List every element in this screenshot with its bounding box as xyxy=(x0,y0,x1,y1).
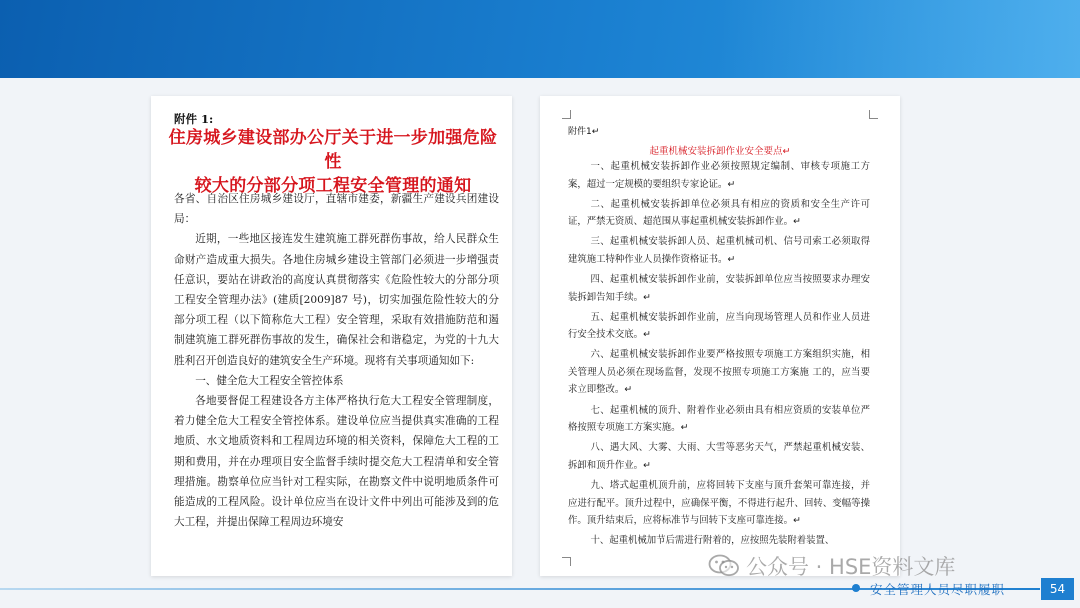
top-banner xyxy=(0,0,1080,78)
safety-point-item: 九、塔式起重机顶升前，应将回转下支座与顶升套架可靠连接，并应进行配平。顶升过程中，应确保平衡，不得进行起升、回转、变幅等操作。顶升结束后，应将标准节与回转下支座可靠连接。↵ xyxy=(568,480,870,526)
page-corner-mark xyxy=(869,110,878,119)
left-attachment-label: 附件 1: xyxy=(174,112,214,126)
left-title-line-1: 住房城乡建设部办公厅关于进一步加强危险性 xyxy=(168,128,498,172)
safety-point-item: 二、起重机械安装拆卸单位必须具有相应的资质和安全生产许可证，严禁无资质、超范围从事起重机械安装拆卸作业。↵ xyxy=(568,198,870,228)
safety-point-item: 四、起重机械安装拆卸作业前，安装拆卸单位应当按照要求办理安装拆卸告知手续。↵ xyxy=(568,274,870,303)
safety-point-item: 十、起重机械加节后需进行附着的，应按照先装附着装置、 xyxy=(590,535,835,547)
wechat-icon xyxy=(708,553,740,579)
watermark-text: 公众号 · HSE资料文库 xyxy=(746,555,956,579)
safety-point-item: 三、起重机械安装拆卸人员、起重机械司机、信号司索工必须取得建筑施工特种作业人员操作资格证书。↵ xyxy=(568,236,870,265)
left-document-body xyxy=(174,189,499,532)
left-document-page xyxy=(151,96,512,576)
page-corner-mark xyxy=(562,557,571,566)
safety-point-item: 一、起重机械安装拆卸作业必须按照规定编制、审核专项施工方案，超过一定规模的要组织专家论证。↵ xyxy=(568,161,870,190)
safety-point-item: 六、起重机械安装拆卸作业要严格按照专项施工方案组织实施，相关管理人员必须在现场监督，发现不按照专项施工方案施 工的，应当要求立即整改。↵ xyxy=(568,349,870,396)
banner-glow xyxy=(720,0,1080,78)
footer-caption: 安全管理人员尽职履职 xyxy=(870,582,1006,597)
left-salutation: 各省、自治区住房城乡建设厅，直辖市建委，新疆生产建设兵团建设局： xyxy=(174,193,499,226)
right-document-page xyxy=(540,96,900,576)
right-attachment-label: 附件1↵ xyxy=(568,127,600,137)
left-paragraph-2: 各地要督促工程建设各方主体严格执行危大工程安全管理制度，着力健全危大工程安全管控体系。建设单位应当提供真实准确的工程地质、水文地质资料和工程周边环境的相关资料，保障危大工程的工期和费用，并在办理项目安全监督手续时提交危大工程清单和安全管理措施。勘察单位应当针对工程实际，在勘察文件中说明地质条件可能造成的工程风险。设计单位应当在设计文件中列出可能涉及到的危大工程，并提出保障工程周边环境安 xyxy=(174,395,499,529)
left-title-line-2: 较大的分部分项工程安全管理的通知 xyxy=(194,176,472,196)
safety-point-item: 八、遇大风、大雾、大雨、大雪等恶劣天气，严禁起重机械安装、拆卸和顶升作业。↵ xyxy=(568,442,870,471)
page-number: 54 xyxy=(1041,578,1074,600)
page-corner-mark xyxy=(562,110,571,119)
safety-point-item: 七、起重机械的顶升、附着作业必须由具有相应资质的安装单位严格按照专项施工方案实施。↵ xyxy=(568,404,870,434)
left-paragraph-1: 近期，一些地区接连发生建筑施工群死群伤事故，给人民群众生命财产造成重大损失。各地住房城乡建设主管部门必须进一步增强责任意识，要站在讲政治的高度认真贯彻落实《危险性较大的分部分项工程安全管理办法》(建质[2009]87 号)，切实加强危险性较大的分部分项工程（以下简称危大工程）安全管理，采取有效措施防范和遏制建筑施工群死群伤事故的发生，确保社会和谐稳定，为党的十九大胜利召开创造良好的建筑安全生产环境。现将有关事项通知如下: xyxy=(174,233,499,367)
left-section-heading-1: 一、健全危大工程安全管控体系 xyxy=(195,374,344,387)
left-document-title xyxy=(165,126,501,198)
right-document-title: 起重机械安装拆卸作业安全要点↵ xyxy=(649,146,791,157)
safety-point-item: 五、起重机械安装拆卸作业前，应当向现场管理人员和作业人员进行安全技术交底。↵ xyxy=(568,311,870,341)
right-document-body xyxy=(568,158,870,552)
watermark xyxy=(708,551,955,581)
footer-dot xyxy=(852,584,860,592)
